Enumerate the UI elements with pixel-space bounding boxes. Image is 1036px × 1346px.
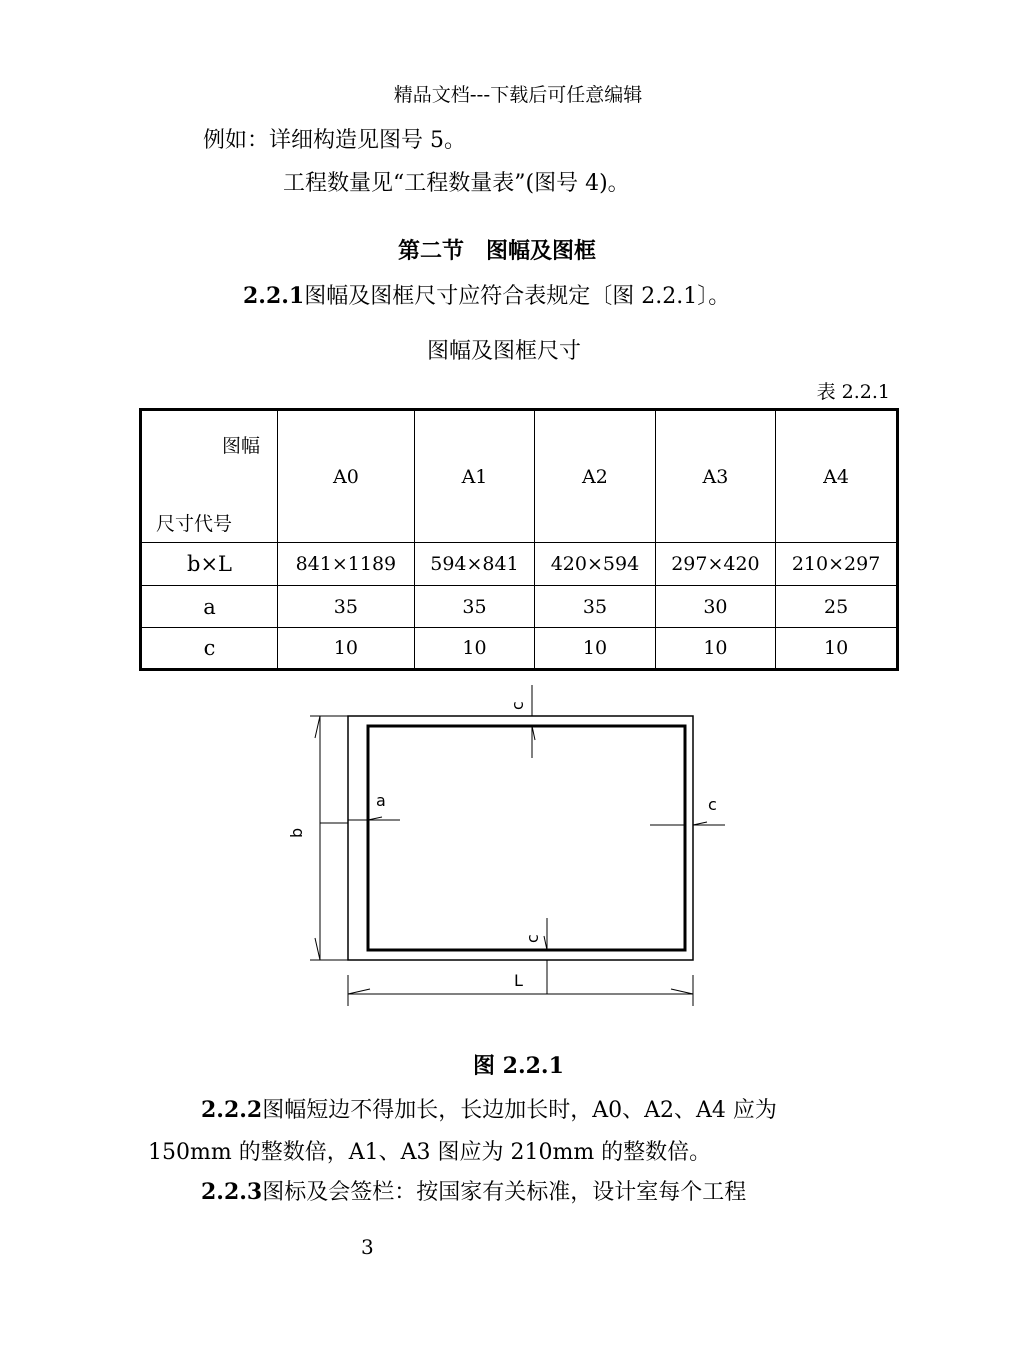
corner-label-top: 图幅 (221, 435, 260, 457)
label-b: b (287, 827, 306, 838)
table-cell: 35 (278, 586, 415, 628)
row-label: b×L (141, 543, 278, 586)
label-c-bottom: c (523, 934, 542, 943)
table-cell: 210×297 (776, 543, 898, 586)
clause-2-2-1 (243, 279, 730, 310)
page-number: 3 (361, 1235, 374, 1259)
table-cell: 35 (414, 586, 534, 628)
label-c-top: c (508, 701, 527, 710)
clause-number: 2.2.1 (243, 283, 305, 309)
clause-2-2-2-continued: 150mm 的整数倍，A1、A3 图应为 210mm 的整数倍。 (148, 1140, 712, 1165)
row-label: c (141, 628, 278, 670)
table-corner-cell (141, 410, 278, 543)
label-L: L (514, 971, 523, 990)
table-cell: 10 (655, 628, 775, 670)
clause-number: 2.2.2 (201, 1097, 263, 1123)
table-cell: 420×594 (535, 543, 655, 586)
table-cell: 25 (776, 586, 898, 628)
column-header: A2 (535, 410, 655, 543)
column-header: A1 (414, 410, 534, 543)
paragraph-example: 例如：详细构造见图号 5。 (203, 128, 466, 153)
corner-label-bottom: 尺寸代号 (156, 513, 233, 535)
table-title: 图幅及图框尺寸 (427, 339, 582, 364)
figure-caption: 图 2.2.1 (473, 1053, 564, 1079)
L-arrow-right (671, 989, 693, 994)
table-cell: 35 (535, 586, 655, 628)
inner-frame (368, 726, 685, 950)
clause-number: 2.2.3 (201, 1179, 263, 1205)
column-header: A3 (655, 410, 775, 543)
table-cell: 10 (278, 628, 415, 670)
page-header: 精品文档---下载后可任意编辑 (393, 84, 643, 106)
clause-text: 图幅及图框尺寸应符合表规定〔图 2.2.1〕。 (304, 284, 731, 309)
b-arrow-top (315, 716, 320, 738)
L-arrow-left (348, 989, 370, 994)
clause-2-2-3 (201, 1175, 746, 1206)
column-header: A0 (278, 410, 415, 543)
clause-2-2-2 (201, 1093, 777, 1124)
row-label: a (141, 586, 278, 628)
label-c-right: c (708, 795, 717, 814)
table-cell: 10 (414, 628, 534, 670)
table-row (141, 628, 898, 670)
table-cell: 30 (655, 586, 775, 628)
table-number: 表 2.2.1 (816, 381, 890, 403)
table-cell: 297×420 (655, 543, 775, 586)
table-row (141, 543, 898, 586)
clause-text: 图幅短边不得加长，长边加长时，A0、A2、A4 应为 (262, 1098, 777, 1123)
frame-size-table (139, 408, 899, 671)
clause-text: 图标及会签栏：按国家有关标准，设计室每个工程 (262, 1180, 747, 1205)
table-row (141, 586, 898, 628)
label-a: a (376, 791, 386, 810)
table-cell: 10 (535, 628, 655, 670)
column-header: A4 (776, 410, 898, 543)
table-cell: 841×1189 (278, 543, 415, 586)
section-title: 第二节 图幅及图框 (398, 238, 597, 264)
paragraph-quantity: 工程数量见“工程数量表”(图号 4)。 (283, 171, 630, 196)
table-cell: 10 (776, 628, 898, 670)
frame-dimension-diagram (270, 680, 717, 1015)
table-cell: 594×841 (414, 543, 534, 586)
sheet-outline (348, 716, 693, 960)
table-header-row (141, 410, 898, 543)
b-arrow-bottom (315, 938, 320, 960)
